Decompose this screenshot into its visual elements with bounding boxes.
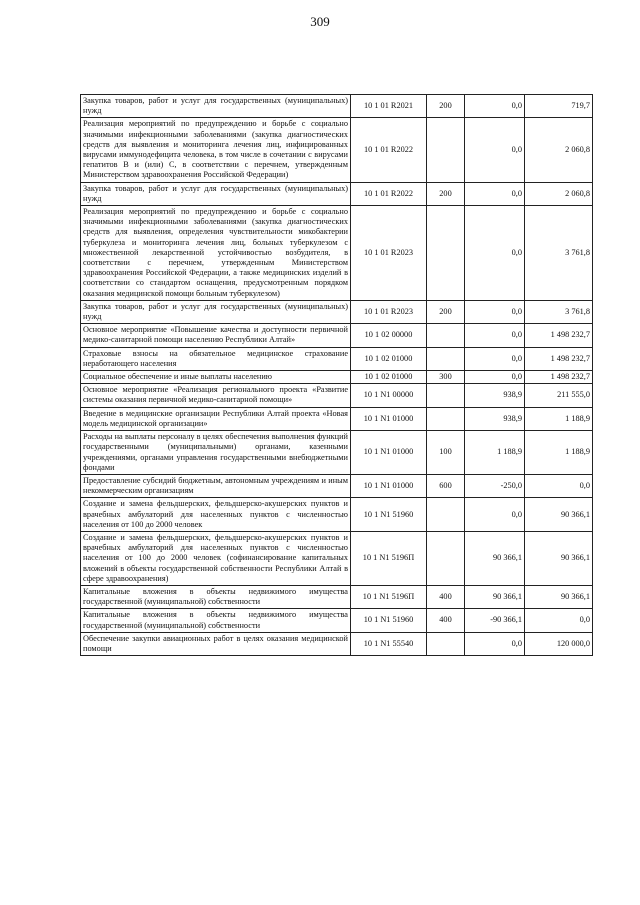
expense-name-cell: Основное мероприятие «Повышение качества и доступности первичной медико-санитарной помощи населению Республики Алтай»	[81, 324, 351, 347]
amount-change-cell: 0,0	[465, 632, 525, 655]
expense-type-cell	[427, 347, 465, 370]
table-row	[81, 585, 593, 608]
table-row	[81, 95, 593, 118]
target-code-cell: 10 1 N1 5196П	[351, 585, 427, 608]
target-code-cell: 10 1 N1 01000	[351, 431, 427, 475]
amount-change-cell: -250,0	[465, 474, 525, 497]
table-row	[81, 407, 593, 430]
expense-type-cell: 400	[427, 609, 465, 632]
table-row	[81, 182, 593, 205]
amount-total-cell: 1 498 232,7	[525, 347, 593, 370]
amount-total-cell: 719,7	[525, 95, 593, 118]
budget-table	[80, 94, 593, 656]
expense-name-cell: Создание и замена фельдшерских, фельдшерско-акушерских пунктов и врачебных амбулаторий для населенных пунктов с численностью населения от 100 до 2000 человек (софинансирование капитальных вложений в объекты государственной собственности Республики Алтай в сфере здравоохранения)	[81, 531, 351, 585]
expense-type-cell: 400	[427, 585, 465, 608]
table-row	[81, 531, 593, 585]
amount-total-cell: 2 060,8	[525, 182, 593, 205]
target-code-cell: 10 1 02 01000	[351, 347, 427, 370]
table-row	[81, 431, 593, 475]
amount-change-cell: 0,0	[465, 498, 525, 532]
amount-total-cell: 3 761,8	[525, 300, 593, 323]
target-code-cell: 10 1 01 R2022	[351, 182, 427, 205]
target-code-cell: 10 1 N1 01000	[351, 407, 427, 430]
target-code-cell: 10 1 N1 01000	[351, 474, 427, 497]
amount-change-cell: -90 366,1	[465, 609, 525, 632]
amount-total-cell: 90 366,1	[525, 531, 593, 585]
amount-total-cell: 90 366,1	[525, 498, 593, 532]
target-code-cell: 10 1 N1 51960	[351, 609, 427, 632]
expense-type-cell	[427, 206, 465, 301]
expense-type-cell: 200	[427, 95, 465, 118]
amount-change-cell: 90 366,1	[465, 585, 525, 608]
target-code-cell: 10 1 01 R2021	[351, 95, 427, 118]
table-row	[81, 632, 593, 655]
expense-name-cell: Создание и замена фельдшерских, фельдшерско-акушерских пунктов и врачебных амбулаторий для населенных пунктов с численностью населения от 100 до 2000 человек	[81, 498, 351, 532]
amount-total-cell: 1 188,9	[525, 431, 593, 475]
amount-total-cell: 1 498 232,7	[525, 371, 593, 384]
expense-type-cell	[427, 118, 465, 182]
amount-change-cell: 90 366,1	[465, 531, 525, 585]
amount-total-cell: 211 555,0	[525, 384, 593, 407]
amount-total-cell: 1 498 232,7	[525, 324, 593, 347]
expense-type-cell	[427, 407, 465, 430]
expense-name-cell: Закупка товаров, работ и услуг для государственных (муниципальных) нужд	[81, 95, 351, 118]
amount-change-cell: 0,0	[465, 300, 525, 323]
target-code-cell: 10 1 01 R2023	[351, 300, 427, 323]
amount-change-cell: 0,0	[465, 206, 525, 301]
amount-total-cell: 0,0	[525, 474, 593, 497]
expense-name-cell: Социальное обеспечение и иные выплаты населению	[81, 371, 351, 384]
expense-type-cell: 100	[427, 431, 465, 475]
amount-change-cell: 0,0	[465, 118, 525, 182]
expense-name-cell: Капитальные вложения в объекты недвижимого имущества государственной (муниципальной) собственности	[81, 609, 351, 632]
target-code-cell: 10 1 01 R2023	[351, 206, 427, 301]
amount-change-cell: 0,0	[465, 182, 525, 205]
amount-total-cell: 1 188,9	[525, 407, 593, 430]
budget-table-body	[81, 95, 593, 656]
target-code-cell: 10 1 02 01000	[351, 371, 427, 384]
target-code-cell: 10 1 N1 00000	[351, 384, 427, 407]
target-code-cell: 10 1 N1 51960	[351, 498, 427, 532]
amount-total-cell: 120 000,0	[525, 632, 593, 655]
amount-total-cell: 3 761,8	[525, 206, 593, 301]
expense-name-cell: Обеспечение закупки авиационных работ в целях оказания медицинской помощи	[81, 632, 351, 655]
amount-total-cell: 90 366,1	[525, 585, 593, 608]
target-code-cell: 10 1 N1 55540	[351, 632, 427, 655]
expense-name-cell: Основное мероприятие «Реализация регионального проекта «Развитие системы оказания первичной медико-санитарной помощи»	[81, 384, 351, 407]
amount-change-cell: 0,0	[465, 324, 525, 347]
expense-name-cell: Введение в медицинские организации Республики Алтай проекта «Новая модель медицинской организации»	[81, 407, 351, 430]
table-row	[81, 347, 593, 370]
amount-change-cell: 0,0	[465, 95, 525, 118]
target-code-cell: 10 1 01 R2022	[351, 118, 427, 182]
expense-name-cell: Предоставление субсидий бюджетным, автономным учреждениям и иным некоммерческим организациям	[81, 474, 351, 497]
expense-type-cell: 600	[427, 474, 465, 497]
expense-name-cell: Закупка товаров, работ и услуг для государственных (муниципальных) нужд	[81, 182, 351, 205]
table-row	[81, 300, 593, 323]
amount-change-cell: 1 188,9	[465, 431, 525, 475]
amount-change-cell: 0,0	[465, 347, 525, 370]
expense-name-cell: Закупка товаров, работ и услуг для государственных (муниципальных) нужд	[81, 300, 351, 323]
table-row	[81, 118, 593, 182]
expense-type-cell: 200	[427, 182, 465, 205]
expense-name-cell: Реализация мероприятий по предупреждению и борьбе с социально значимыми инфекционными заболеваниями (закупка диагностических средств для выявления, определения чувствительности микобактерии туберкулеза и мониторинга лечения лиц, больных туберкулезом с множественной лекарственной устойчивостью возбудителя, в соответствии с перечнем, утвержденным Министерством здравоохранения Российской Федерации, а также медицинских изделий в соответствии со стандартом оснащения, предусмотренным порядком оказания медицинской помощи больным туберкулезом)	[81, 206, 351, 301]
expense-type-cell	[427, 324, 465, 347]
expense-type-cell	[427, 632, 465, 655]
expense-name-cell: Капитальные вложения в объекты недвижимого имущества государственной (муниципальной) собственности	[81, 585, 351, 608]
page-number: 309	[310, 14, 330, 29]
expense-type-cell	[427, 384, 465, 407]
expense-name-cell: Расходы на выплаты персоналу в целях обеспечения выполнения функций государственными (муниципальными) органами, казенными учреждениями, органами управления государственными внебюджетными фондами	[81, 431, 351, 475]
table-row	[81, 498, 593, 532]
expense-name-cell: Реализация мероприятий по предупреждению и борьбе с социально значимыми инфекционными заболеваниями (закупка диагностических средств для выявления и мониторинга лечения лиц, инфицированных вирусами иммунодефицита человека, в том числе в сочетании с вирусами гепатитов B и (или) C, в соответствии с перечнем, утвержденным Министерством здравоохранения Российской Федерации)	[81, 118, 351, 182]
amount-change-cell: 938,9	[465, 407, 525, 430]
table-row	[81, 324, 593, 347]
target-code-cell: 10 1 02 00000	[351, 324, 427, 347]
amount-total-cell: 2 060,8	[525, 118, 593, 182]
expense-type-cell: 200	[427, 300, 465, 323]
expense-name-cell: Страховые взносы на обязательное медицинское страхование неработающего населения	[81, 347, 351, 370]
table-row	[81, 206, 593, 301]
table-row	[81, 609, 593, 632]
amount-change-cell: 938,9	[465, 384, 525, 407]
expense-type-cell	[427, 531, 465, 585]
expense-type-cell: 300	[427, 371, 465, 384]
table-row	[81, 384, 593, 407]
table-row	[81, 371, 593, 384]
target-code-cell: 10 1 N1 5196П	[351, 531, 427, 585]
amount-change-cell: 0,0	[465, 371, 525, 384]
table-row	[81, 474, 593, 497]
expense-type-cell	[427, 498, 465, 532]
amount-total-cell: 0,0	[525, 609, 593, 632]
